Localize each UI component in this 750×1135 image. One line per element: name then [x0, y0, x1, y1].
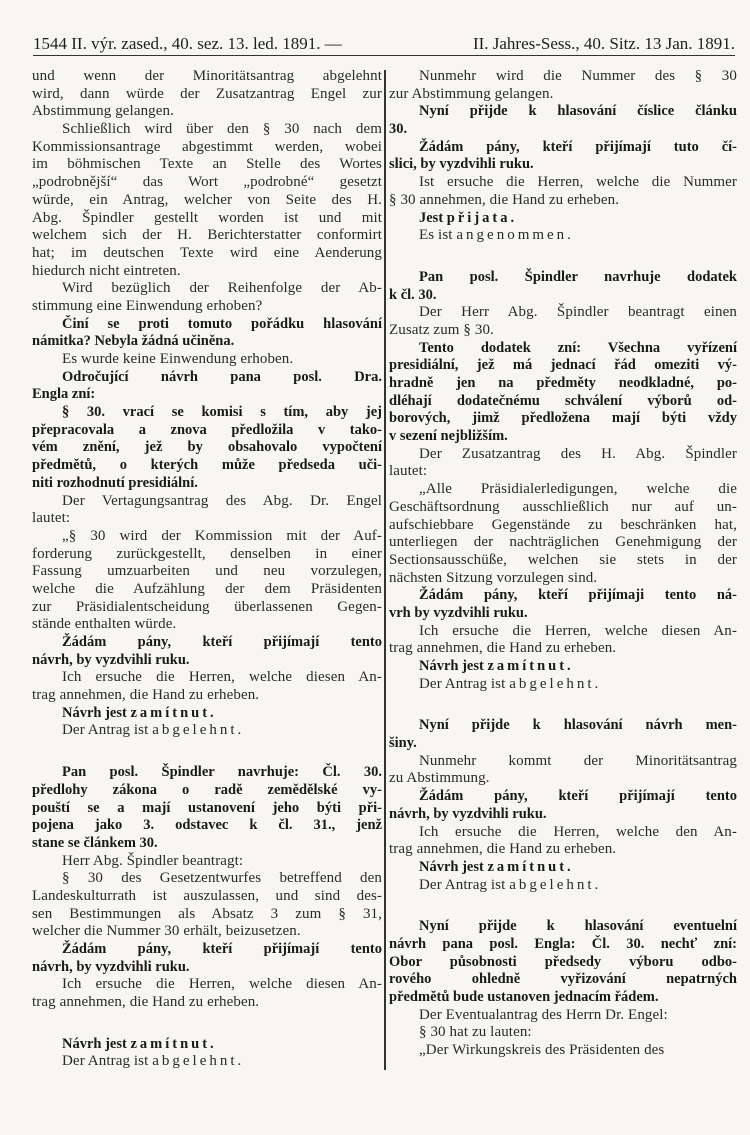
paragraph — [389, 717, 737, 752]
text-line: Zusatz zum § 30. — [389, 321, 494, 338]
text-line: 30. — [389, 121, 408, 138]
spaced-emphasis: zamítnut. — [487, 858, 574, 875]
paragraph — [32, 634, 382, 669]
paragraph — [389, 304, 737, 339]
text-line: würde, ein Antrag, welcher von Seite des H. — [32, 191, 382, 208]
text-line: Abg. Špindler gestellt worden ist und mit — [32, 209, 382, 226]
spaced-emphasis: angenommen. — [456, 227, 574, 244]
spaced-emphasis: abgelehnt. — [152, 1053, 245, 1070]
text-line: Činí se proti tomuto pořádku hlasování — [62, 315, 382, 332]
text-line: stane se článkem 30. — [32, 834, 158, 851]
text-segment: Der Antrag ist — [62, 1053, 153, 1070]
text-line: Nyní přijde k hlasování eventuelní — [419, 918, 737, 935]
text-line: Obor působnosti předsedy výboru odbo- — [389, 953, 737, 970]
text-line: Abstimmung gelangen. — [32, 103, 174, 120]
paragraph — [389, 859, 737, 877]
text-line: v sezení nejbližším. — [389, 428, 508, 445]
paragraph — [389, 68, 737, 103]
text-line: návrh, by vyzdvihli ruku. — [32, 651, 190, 668]
text-segment: Návrh jest — [62, 704, 131, 721]
text-line: pouští se a mají ustanovení jeho býti při- — [32, 799, 382, 816]
text-line: trag annehmen, die Hand zu erheben. — [389, 640, 617, 657]
text-line: Ich ersuche die Herren, welche diesen An- — [62, 976, 382, 993]
paragraph — [389, 1024, 737, 1042]
spaced-emphasis: zamítnut. — [130, 704, 217, 721]
text-line: Herr Abg. Špindler beantragt: — [62, 852, 244, 869]
text-line: Žádám pány, kteří přijímaji tento ná- — [419, 587, 737, 604]
text-line: Der Vertagungsantrag des Abg. Dr. Engel — [62, 492, 382, 509]
text-line: Nunmehr wird die Nummer des § 30 — [419, 68, 737, 84]
text-line: Nyní přijde k hlasování číslice článku — [419, 103, 737, 120]
spaced-emphasis: zamítnut. — [487, 658, 574, 674]
paragraph — [32, 316, 382, 351]
paragraph — [389, 877, 737, 895]
paragraph — [32, 351, 382, 369]
text-line: přepracovala a znova předložila v tako- — [32, 421, 382, 438]
text-line: pojena jako 3. odstavec k čl. 31., jenž — [32, 817, 382, 834]
text-line — [32, 722, 382, 740]
text-line: und wenn der Minoritätsantrag abgelehnt — [32, 68, 382, 84]
text-line: předmětů, o kterých může předseda uči- — [32, 457, 382, 474]
text-line: trag annehmen, die Hand zu erheben. — [32, 994, 260, 1011]
text-line: Fassung umzuarbeiten und neu vorzulegen, — [32, 563, 382, 580]
text-line — [389, 877, 737, 895]
header-czech: 1544 II. výr. zased., 40. sez. 13. led. 1891. — — [33, 34, 342, 53]
text-line — [389, 227, 737, 245]
text-line: welchem sich der H. Berichterstatter conformirt — [32, 227, 382, 244]
paragraph — [32, 121, 382, 280]
text-line: vém znění, jež by obsahovalo vypočtení — [32, 439, 382, 456]
text-line: zur Abstimmung gelangen. — [389, 85, 554, 102]
text-line: k čl. 30. — [389, 286, 437, 303]
text-line: rového ohledně vyřizování nepatrných — [389, 971, 737, 988]
paragraph — [32, 1053, 382, 1071]
text-line: Engla zní: — [32, 386, 96, 403]
paragraph — [389, 1007, 737, 1025]
text-line: „podrobnější“ das Wort „podrobné“ gesetzt — [32, 174, 382, 191]
spaced-emphasis: abgelehnt. — [509, 876, 602, 893]
text-line: Der Zusatzantrag des H. Abg. Špindler — [419, 445, 737, 462]
text-line: lautet: — [32, 510, 71, 527]
paragraph — [389, 824, 737, 859]
paragraph — [389, 587, 737, 622]
paragraph — [32, 722, 382, 740]
paragraph — [389, 174, 737, 209]
text-line: stände enthalten würde. — [32, 616, 177, 633]
text-line: Žádám pány, kteří přijímají tento — [419, 788, 737, 805]
text-line: hradně jen na předměty neodkladné, po- — [389, 375, 737, 391]
paragraph — [389, 658, 737, 676]
text-line: wird, dann würde der Zusatzantrag Engel zur — [32, 85, 382, 102]
text-line: Der Herr Abg. Špindler beantragt einen — [419, 304, 737, 321]
paragraph — [389, 623, 737, 658]
text-line: Schließlich wird über den § 30 nach dem — [62, 121, 382, 138]
text-line: § 30 des Gesetzentwurfes betreffend den — [62, 870, 382, 887]
text-line: zur Präsidialentscheidung überlassenen Gegen- — [32, 598, 382, 615]
text-line: návrh, by vyzdvihli ruku. — [389, 805, 547, 822]
text-line — [32, 705, 382, 723]
text-segment: Es ist — [419, 227, 457, 244]
text-line: zu Abstimmung. — [389, 770, 490, 787]
paragraph — [32, 853, 382, 871]
paragraph — [389, 210, 737, 228]
paragraph — [389, 788, 737, 823]
text-line: Es wurde keine Einwendung erhoben. — [62, 351, 294, 367]
spaced-emphasis: zamítnut. — [130, 1035, 217, 1052]
text-line: Pan posl. Špindler navrhuje dodatek — [419, 268, 737, 285]
text-line: „Alle Präsidialerledigungen, welche die — [419, 481, 737, 498]
paragraph — [32, 280, 382, 315]
text-line: Wird bezüglich der Reihenfolge der Ab- — [62, 280, 382, 297]
paragraph — [32, 1036, 382, 1054]
text-line: trag annehmen, die Hand zu erheben. — [32, 687, 260, 704]
text-line: Tento dodatek zní: Všechna vyřízení — [419, 339, 737, 356]
text-line: návrh pana posl. Engla: Čl. 30. nechť zní: — [389, 935, 737, 952]
spaced-emphasis: abgelehnt. — [152, 722, 245, 739]
text-line: Ich ersuche die Herren, welche diesen An- — [62, 669, 382, 686]
text-line: Geschäftsordnung ausschließlich nur auf un- — [389, 498, 737, 515]
text-line: presidiální, jež má jednací řád omeziti vý- — [389, 357, 737, 374]
text-line: welche die Aufzählung der dem Präsidenten — [32, 580, 382, 597]
text-line: Odročující návrh pana posl. Dra. — [62, 368, 382, 385]
text-line: lautet: — [389, 463, 428, 480]
text-line: welcher die Nummer 30 erhält, beizusetzen. — [32, 923, 301, 940]
text-segment: Jest — [419, 209, 447, 226]
paragraph — [32, 493, 382, 528]
text-line: sen Bestimmungen als Absatz 3 zum § 31, — [32, 905, 382, 922]
text-line — [389, 676, 737, 694]
text-line: Sectionsausschüße, welchen sie stets in der — [389, 551, 737, 568]
text-line: Žádám pány, kteří přijímají tuto čí- — [419, 138, 737, 155]
paragraph — [389, 918, 737, 1006]
text-line: návrh, by vyzdvihli ruku. — [32, 958, 190, 975]
text-line: nächsten Sitzung vorzulegen sind. — [389, 569, 598, 586]
text-line: hiedurch nicht eintreten. — [32, 262, 181, 279]
text-line: aufschiebbare Gegenstände zu beschränken hat, — [389, 516, 737, 533]
paragraph — [32, 528, 382, 634]
paragraph — [389, 481, 737, 587]
text-line: námitka? Nebyla žádná učiněna. — [32, 333, 235, 350]
paragraph — [32, 669, 382, 704]
text-line: im böhmischen Texte an Stelle des Wortes — [32, 156, 382, 173]
text-line: stimmung eine Einwendung erhoben? — [32, 297, 263, 314]
text-line: unterliegen der nachträglichen Genehmigung der — [389, 534, 737, 551]
right-column — [389, 68, 737, 1060]
text-line: vrh by vyzdvihli ruku. — [389, 604, 528, 621]
text-line: trag annehmen, die Hand zu erheben. — [389, 841, 617, 858]
header-german: II. Jahres-Sess., 40. Sitz. 13 Jan. 1891. — [472, 34, 735, 53]
text-line — [389, 859, 737, 877]
text-line: Der Eventualantrag des Herrn Dr. Engel: — [419, 1006, 668, 1023]
text-line: forderung zurückgestellt, denselben in einer — [32, 545, 382, 562]
paragraph — [389, 227, 737, 245]
paragraph — [389, 676, 737, 694]
text-line: předlohy zákona o radě zemědělské vy- — [32, 781, 382, 798]
text-line: dléhají dodatečnému schválení výborů od- — [389, 392, 737, 409]
paragraph — [32, 941, 382, 976]
spaced-emphasis: přijata. — [446, 209, 518, 226]
paragraph — [32, 870, 382, 941]
running-header — [33, 33, 735, 56]
text-line: hat; im deutschen Texte wird eine Aenderung — [32, 244, 382, 261]
text-line: šiny. — [389, 735, 417, 752]
paragraph — [389, 753, 737, 788]
text-line: niti rozhodnutí presidiální. — [32, 474, 198, 491]
text-segment: Der Antrag ist — [62, 722, 153, 739]
paragraph — [32, 369, 382, 404]
text-line: Ist ersuche die Herren, welche die Nummer — [419, 174, 737, 191]
text-line: § 30 hat zu lauten: — [419, 1024, 532, 1041]
text-line — [389, 658, 737, 676]
paragraph — [389, 340, 737, 446]
paragraph — [32, 764, 382, 852]
text-line: „§ 30 wird der Kommission mit der Auf- — [62, 527, 382, 544]
paragraph — [32, 976, 382, 1011]
column-divider — [384, 70, 386, 1070]
text-segment: Der Antrag ist — [419, 675, 510, 692]
paragraph — [32, 68, 382, 121]
paragraph — [389, 269, 737, 304]
text-line: Žádám pány, kteří přijímají tento — [62, 941, 382, 957]
text-line: předmětů bude ustanoven jednacím řádem. — [389, 989, 659, 1005]
text-segment: Návrh jest — [419, 858, 488, 875]
text-line: Nyní přijde k hlasování návrh men- — [419, 717, 737, 734]
spaced-emphasis: abgelehnt. — [509, 675, 602, 692]
text-line: slici, by vyzdvihli ruku. — [389, 156, 534, 173]
text-segment: Návrh jest — [419, 658, 488, 674]
paragraph — [32, 705, 382, 723]
text-line: borových, jimž předložena mají býti vždy — [389, 410, 737, 427]
paragraph — [32, 404, 382, 492]
text-line — [32, 1053, 382, 1071]
text-line: Nunmehr kommt der Minoritätsantrag — [419, 752, 737, 769]
paragraph — [389, 139, 737, 174]
paragraph — [389, 446, 737, 481]
text-line: Ich ersuche die Herren, welche den An- — [419, 823, 737, 840]
text-line — [389, 210, 737, 228]
text-line — [32, 1036, 382, 1054]
text-line: Ich ersuche die Herren, welche diesen An- — [419, 622, 737, 639]
text-line: Kommissionsantrage abgestimmt werden, wobei — [32, 138, 382, 155]
text-line: Landeskulturrath ist auszulassen, und sind des- — [32, 887, 382, 904]
text-segment: Der Antrag ist — [419, 876, 510, 893]
text-line: Žádám pány, kteří přijímají tento — [62, 634, 382, 650]
text-line: Pan posl. Špindler navrhuje: Čl. 30. — [62, 764, 382, 781]
paragraph — [389, 1042, 737, 1060]
text-line: § 30. vrací se komisi s tím, aby jej — [62, 404, 382, 421]
text-line: § 30 annehmen, die Hand zu erheben. — [389, 191, 620, 208]
text-line: „Der Wirkungskreis des Präsidenten des — [419, 1042, 665, 1059]
paragraph — [389, 103, 737, 138]
text-segment: Návrh jest — [62, 1035, 131, 1052]
left-column — [32, 68, 382, 1071]
